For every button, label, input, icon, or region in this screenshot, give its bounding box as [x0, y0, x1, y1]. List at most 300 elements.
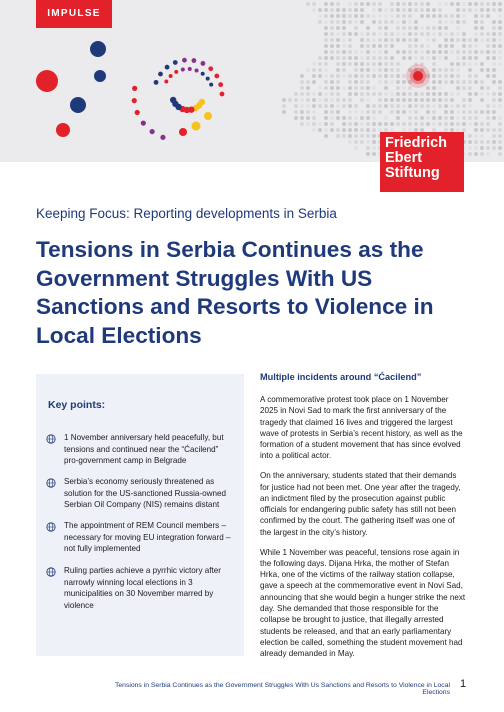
map-dot — [462, 32, 466, 36]
decorative-dot — [160, 135, 165, 140]
map-dot — [342, 44, 346, 48]
map-dot — [354, 122, 358, 126]
map-dot — [330, 116, 334, 120]
decorative-dot — [206, 77, 210, 81]
map-dot — [486, 110, 490, 114]
map-dot — [324, 98, 328, 102]
map-dot — [294, 98, 298, 102]
map-dot — [474, 50, 478, 54]
map-dot — [456, 56, 460, 60]
map-dot — [390, 8, 394, 12]
map-dot — [396, 98, 400, 102]
map-dot — [444, 74, 448, 78]
map-dot — [390, 44, 394, 48]
map-dot — [456, 110, 460, 114]
map-dot — [342, 14, 346, 18]
decorative-dot — [141, 120, 146, 125]
map-dot — [324, 86, 328, 90]
map-dot — [396, 74, 400, 78]
map-dot — [336, 80, 340, 84]
map-dot — [312, 74, 316, 78]
map-dot — [492, 146, 496, 150]
map-dot — [348, 44, 352, 48]
map-dot — [366, 86, 370, 90]
map-dot — [390, 68, 394, 72]
map-dot — [426, 44, 430, 48]
map-dot — [492, 8, 496, 12]
map-dot — [396, 86, 400, 90]
map-dot — [336, 68, 340, 72]
map-dot — [426, 50, 430, 54]
map-dot — [348, 110, 352, 114]
map-dot — [444, 32, 448, 36]
map-dot — [312, 116, 316, 120]
map-dot — [408, 86, 412, 90]
map-dot — [486, 152, 490, 156]
decorative-dot — [150, 129, 155, 134]
map-dot — [372, 32, 376, 36]
map-dot — [354, 2, 358, 6]
map-dot — [390, 56, 394, 60]
map-dot — [408, 56, 412, 60]
decorative-dot — [209, 83, 213, 87]
map-dot — [432, 62, 436, 66]
map-dot — [324, 2, 328, 6]
map-dot — [492, 26, 496, 30]
map-dot — [474, 32, 478, 36]
map-dot — [444, 20, 448, 24]
page-title: Tensions in Serbia Continues as the Government Struggles With US Sanctions and Resorts to Violence in Local Elections — [36, 237, 434, 348]
map-dot — [450, 44, 454, 48]
map-dot — [438, 20, 442, 24]
map-dot — [486, 86, 490, 90]
map-dot — [384, 122, 388, 126]
decorative-dot — [165, 65, 170, 70]
map-dot — [354, 86, 358, 90]
decorative-dot — [90, 41, 106, 57]
map-dot — [366, 38, 370, 42]
map-dot — [498, 80, 502, 84]
map-dot — [408, 122, 412, 126]
map-dot — [426, 26, 430, 30]
map-dot — [366, 62, 370, 66]
map-dot — [414, 98, 418, 102]
map-dot — [378, 2, 382, 6]
map-dot — [498, 26, 502, 30]
map-dot — [342, 8, 346, 12]
map-dot — [330, 8, 334, 12]
logo-line-2: Ebert — [385, 150, 423, 166]
map-dot — [492, 98, 496, 102]
map-dot — [414, 56, 418, 60]
decorative-dot — [179, 128, 187, 136]
map-dot — [378, 68, 382, 72]
map-dot — [408, 104, 412, 108]
map-dot — [360, 8, 364, 12]
map-dot — [384, 86, 388, 90]
map-dot — [366, 14, 370, 18]
map-dot — [348, 14, 352, 18]
map-dot — [474, 74, 478, 78]
map-dot — [468, 2, 472, 6]
map-dot — [456, 8, 460, 12]
map-dot — [330, 2, 334, 6]
map-dot — [390, 2, 394, 6]
map-dot — [432, 32, 436, 36]
map-dot — [474, 62, 478, 66]
map-dot — [306, 92, 310, 96]
map-dot — [360, 128, 364, 132]
map-dot — [384, 8, 388, 12]
map-dot — [480, 110, 484, 114]
map-dot — [354, 128, 358, 132]
map-dot — [372, 50, 376, 54]
map-dot — [360, 68, 364, 72]
map-dot — [408, 26, 412, 30]
map-dot — [498, 8, 502, 12]
map-dot — [348, 128, 352, 132]
map-dot — [378, 26, 382, 30]
map-dot — [468, 68, 472, 72]
map-dot — [450, 122, 454, 126]
map-dot — [456, 92, 460, 96]
map-dot — [330, 56, 334, 60]
map-dot — [384, 26, 388, 30]
map-dot — [360, 38, 364, 42]
map-dot — [366, 56, 370, 60]
map-dot — [420, 2, 424, 6]
map-dot — [378, 56, 382, 60]
map-dot — [306, 122, 310, 126]
map-dot — [468, 116, 472, 120]
map-dot — [432, 26, 436, 30]
globe-icon — [46, 434, 56, 444]
map-dot — [492, 128, 496, 132]
map-dot — [390, 110, 394, 114]
map-dot — [366, 44, 370, 48]
map-dot — [312, 62, 316, 66]
map-dot — [492, 50, 496, 54]
map-dot — [366, 134, 370, 138]
map-dot — [372, 146, 376, 150]
map-dot — [456, 116, 460, 120]
map-dot — [420, 56, 424, 60]
map-dot — [444, 14, 448, 18]
map-dot — [354, 50, 358, 54]
map-dot — [378, 38, 382, 42]
decorative-dot — [218, 82, 223, 87]
map-dot — [330, 14, 334, 18]
map-dot — [432, 14, 436, 18]
map-dot — [492, 104, 496, 108]
map-dot — [324, 92, 328, 96]
map-dot — [480, 140, 484, 144]
map-dot — [450, 80, 454, 84]
map-dot — [360, 98, 364, 102]
map-dot — [402, 74, 406, 78]
map-dot — [324, 128, 328, 132]
map-dot — [450, 20, 454, 24]
map-dot — [336, 104, 340, 108]
map-dot — [492, 134, 496, 138]
map-dot — [426, 32, 430, 36]
map-dot — [318, 20, 322, 24]
map-dot — [450, 32, 454, 36]
map-dot — [474, 116, 478, 120]
key-points-box — [36, 374, 244, 656]
map-dot — [318, 122, 322, 126]
map-dot — [438, 80, 442, 84]
map-dot — [480, 128, 484, 132]
map-dot — [342, 86, 346, 90]
map-dot — [330, 92, 334, 96]
map-dot — [396, 68, 400, 72]
map-dot — [366, 68, 370, 72]
map-dot — [498, 62, 502, 66]
key-point-item: The appointment of REM Council members – necessary for moving EU integration forward – not fully implemented — [64, 521, 231, 553]
map-dot — [444, 80, 448, 84]
map-dot — [324, 110, 328, 114]
page-number: 1 — [460, 678, 467, 690]
map-dot — [336, 2, 340, 6]
map-dot — [390, 98, 394, 102]
map-dot — [336, 38, 340, 42]
map-dot — [366, 92, 370, 96]
map-dot — [312, 80, 316, 84]
globe-icon — [46, 522, 56, 532]
map-dot — [474, 14, 478, 18]
map-dot — [360, 20, 364, 24]
map-dot — [336, 74, 340, 78]
map-dot — [342, 38, 346, 42]
map-dot — [372, 140, 376, 144]
map-dot — [366, 116, 370, 120]
map-dot — [360, 2, 364, 6]
map-dot — [378, 44, 382, 48]
map-dot — [426, 110, 430, 114]
map-dot — [456, 2, 460, 6]
map-dot — [390, 14, 394, 18]
map-dot — [396, 92, 400, 96]
map-dot — [294, 116, 298, 120]
map-dot — [486, 74, 490, 78]
map-dot — [384, 32, 388, 36]
map-dot — [420, 92, 424, 96]
map-dot — [408, 50, 412, 54]
map-dot — [360, 134, 364, 138]
map-dot — [342, 56, 346, 60]
map-dot — [318, 8, 322, 12]
map-dot — [336, 32, 340, 36]
map-dot — [408, 8, 412, 12]
map-dot — [420, 98, 424, 102]
map-dot — [432, 56, 436, 60]
map-dot — [462, 14, 466, 18]
map-dot — [330, 104, 334, 108]
map-dot — [480, 38, 484, 42]
map-dot — [330, 74, 334, 78]
map-dot — [372, 122, 376, 126]
logo-line-3: Stiftung — [385, 165, 440, 181]
map-dot — [372, 104, 376, 108]
map-dot — [360, 92, 364, 96]
map-dot — [324, 8, 328, 12]
map-dot — [414, 104, 418, 108]
map-dot — [372, 110, 376, 114]
series-kicker: Keeping Focus: Reporting developments in Serbia — [36, 206, 337, 221]
map-dot — [450, 104, 454, 108]
map-dot — [420, 44, 424, 48]
map-dot — [444, 56, 448, 60]
map-dot — [456, 74, 460, 78]
decorative-dot — [154, 80, 159, 85]
map-dot — [312, 92, 316, 96]
map-dot — [318, 68, 322, 72]
map-dot — [456, 50, 460, 54]
map-dot — [348, 50, 352, 54]
map-dot — [384, 80, 388, 84]
map-dot — [348, 8, 352, 12]
map-dot — [432, 98, 436, 102]
map-dot — [492, 62, 496, 66]
map-dot — [396, 20, 400, 24]
map-dot — [474, 146, 478, 150]
map-dot — [372, 152, 376, 156]
map-dot — [336, 50, 340, 54]
map-dot — [408, 98, 412, 102]
map-dot — [378, 122, 382, 126]
map-dot — [498, 98, 502, 102]
map-dot — [348, 122, 352, 126]
map-dot — [450, 110, 454, 114]
map-dot — [462, 38, 466, 42]
key-point-item: 1 November anniversary held peacefully, but tensions and continued near the “Ćacilend” pro-government camp in Belgrade — [64, 433, 224, 465]
map-dot — [468, 38, 472, 42]
map-dot — [498, 86, 502, 90]
map-dot — [420, 32, 424, 36]
map-dot — [384, 14, 388, 18]
map-dot — [294, 110, 298, 114]
map-dot — [306, 68, 310, 72]
map-dot — [360, 44, 364, 48]
map-dot — [402, 20, 406, 24]
map-dot — [324, 32, 328, 36]
map-dot — [378, 110, 382, 114]
map-dot — [342, 104, 346, 108]
map-dot — [480, 32, 484, 36]
globe-icon — [46, 478, 56, 488]
map-dot — [396, 26, 400, 30]
map-dot — [336, 134, 340, 138]
map-dot — [438, 50, 442, 54]
map-dot — [372, 116, 376, 120]
map-dot — [432, 80, 436, 84]
logo-line-1: Friedrich — [385, 135, 448, 151]
map-dot — [324, 116, 328, 120]
map-dot — [402, 50, 406, 54]
map-dot — [426, 116, 430, 120]
map-dot — [414, 20, 418, 24]
map-dot — [438, 68, 442, 72]
map-dot — [432, 122, 436, 126]
map-dot — [444, 26, 448, 30]
decorative-dot — [201, 72, 205, 76]
map-dot — [360, 50, 364, 54]
decorative-dot — [135, 110, 140, 115]
map-dot — [462, 56, 466, 60]
map-dot — [456, 38, 460, 42]
map-dot — [342, 62, 346, 66]
map-dot — [354, 32, 358, 36]
map-dot — [480, 152, 484, 156]
map-dot — [372, 44, 376, 48]
map-dot — [366, 122, 370, 126]
map-dot — [372, 68, 376, 72]
map-dot — [438, 26, 442, 30]
map-dot — [336, 98, 340, 102]
map-dot — [312, 8, 316, 12]
map-dot — [414, 50, 418, 54]
map-dot — [462, 98, 466, 102]
map-dot — [426, 86, 430, 90]
map-dot — [492, 44, 496, 48]
map-dot — [294, 92, 298, 96]
map-dot — [378, 104, 382, 108]
map-dot — [384, 44, 388, 48]
map-dot — [438, 74, 442, 78]
map-dot — [348, 2, 352, 6]
map-dot — [402, 38, 406, 42]
map-dot — [492, 56, 496, 60]
map-dot — [474, 8, 478, 12]
map-dot — [360, 140, 364, 144]
map-dot — [498, 146, 502, 150]
map-dot — [414, 38, 418, 42]
map-dot — [396, 104, 400, 108]
decorative-dot — [181, 68, 185, 72]
map-dot — [378, 50, 382, 54]
map-dot — [324, 44, 328, 48]
map-dot — [414, 8, 418, 12]
map-dot — [438, 98, 442, 102]
map-dot — [462, 44, 466, 48]
map-dot — [444, 68, 448, 72]
map-dot — [450, 74, 454, 78]
fes-logo[interactable] — [380, 132, 464, 192]
map-dot — [396, 14, 400, 18]
map-dot — [468, 122, 472, 126]
map-dot — [396, 110, 400, 114]
map-dot — [414, 110, 418, 114]
map-dot — [492, 68, 496, 72]
map-dot — [450, 62, 454, 66]
map-dot — [408, 38, 412, 42]
map-dot — [324, 38, 328, 42]
map-dot — [324, 74, 328, 78]
map-dot — [348, 20, 352, 24]
map-dot — [468, 62, 472, 66]
map-dot — [366, 146, 370, 150]
map-dot — [318, 128, 322, 132]
map-dot — [306, 104, 310, 108]
map-dot — [474, 152, 478, 156]
map-dot — [420, 8, 424, 12]
map-dot — [342, 68, 346, 72]
map-dot — [342, 116, 346, 120]
map-dot — [324, 80, 328, 84]
map-dot — [354, 146, 358, 150]
map-dot — [360, 116, 364, 120]
